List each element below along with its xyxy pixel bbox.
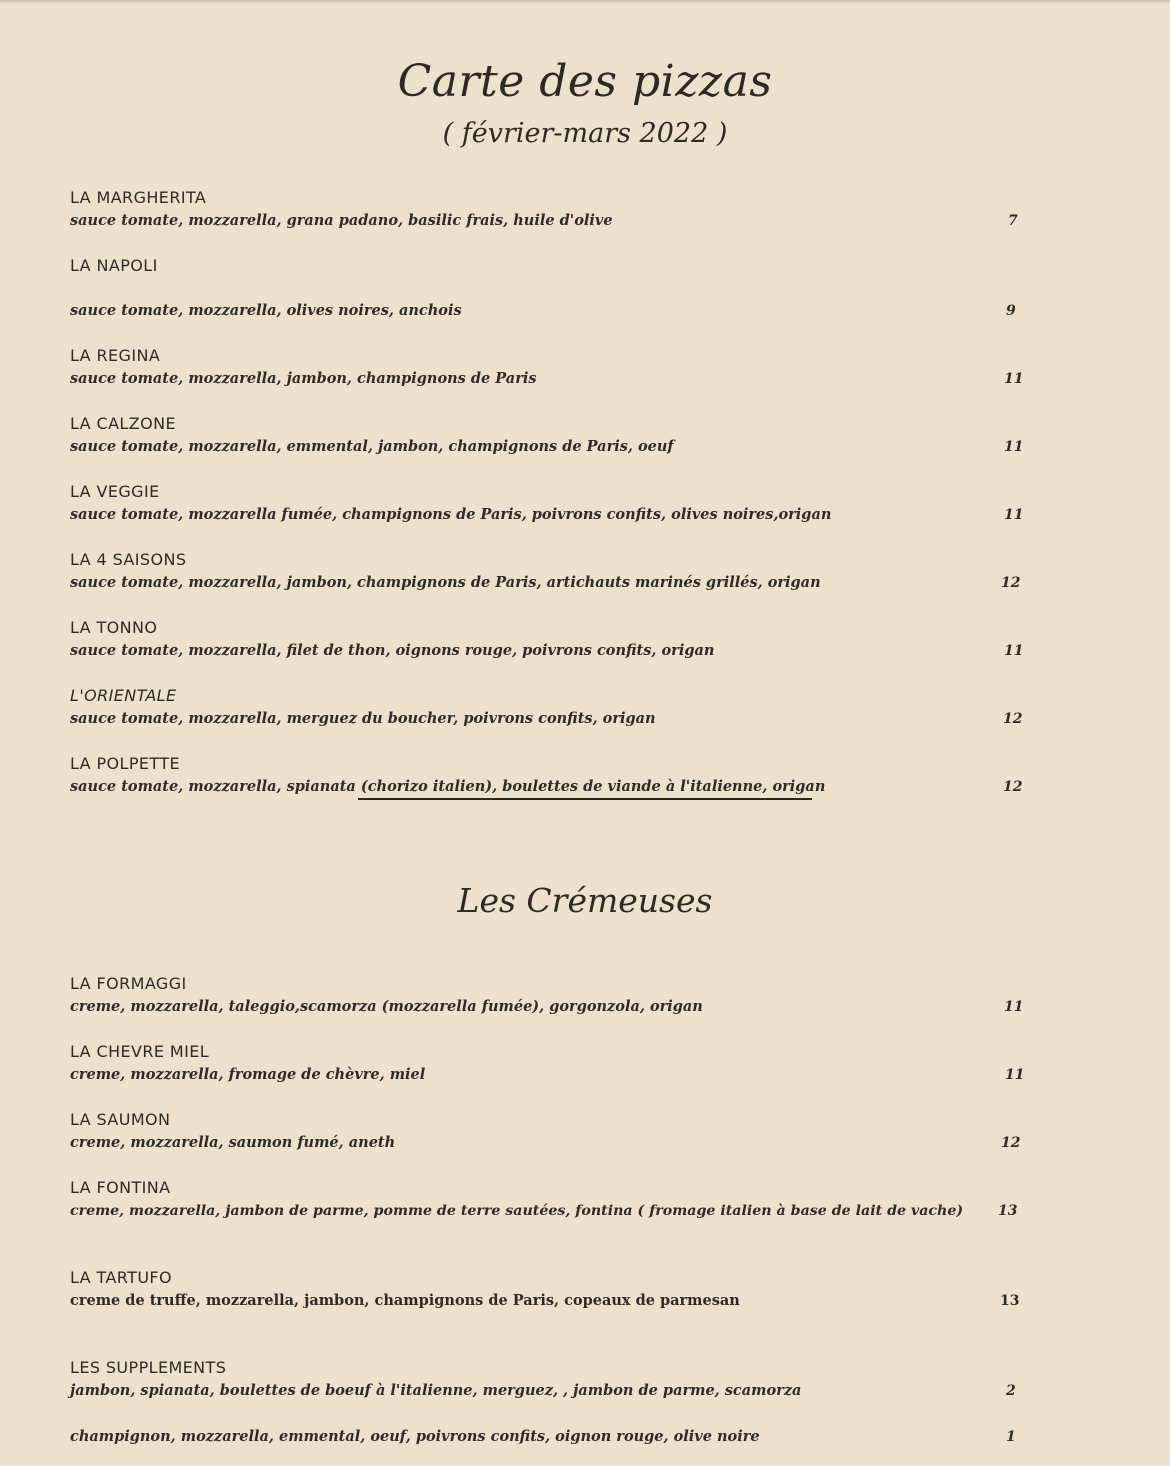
- item-name: LA NAPOLI: [70, 256, 158, 275]
- item-description: sauce tomate, mozzarella, jambon, champignons de Paris: [70, 370, 537, 387]
- item-description: sauce tomate, mozzarella, olives noires, anchois: [70, 302, 462, 319]
- item-price: 11: [1004, 507, 1024, 523]
- item-price: 11: [1004, 439, 1024, 455]
- item-name: LA SAUMON: [70, 1110, 171, 1129]
- item-name: LA REGINA: [70, 346, 161, 365]
- item-price: 13: [1000, 1293, 1020, 1309]
- item-price: 11: [1005, 1067, 1025, 1083]
- item-description: creme, mozzarella, saumon fumé, aneth: [70, 1134, 396, 1151]
- item-price: 11: [1004, 999, 1024, 1015]
- section-title-cremeuses: Les Crémeuses: [457, 881, 713, 920]
- item-name: LA FONTINA: [70, 1178, 171, 1197]
- item-name: LA FORMAGGI: [70, 974, 187, 993]
- item-description: creme, mozzarella, taleggio,scamorza (mozzarella fumée), gorgonzola, origan: [70, 998, 703, 1015]
- item-description: sauce tomate, mozzarella fumée, champignons de Paris, poivrons confits, olives noires,origan: [70, 506, 832, 523]
- item-description: sauce tomate, mozzarella, spianata (chorizo italien), boulettes de viande à l'italienne, origan: [70, 778, 826, 795]
- item-name: LA TONNO: [70, 618, 158, 637]
- item-price: 11: [1004, 371, 1024, 387]
- item-price: 7: [1008, 213, 1018, 229]
- item-price: 11: [1004, 643, 1024, 659]
- item-description: creme, mozzarella, jambon de parme, pomme de terre sautées, fontina ( fromage italien à base de lait de vache): [70, 1203, 964, 1219]
- underline-rule: [358, 798, 812, 800]
- item-price: 13: [998, 1203, 1018, 1219]
- item-description: sauce tomate, mozzarella, filet de thon, oignons rouge, poivrons confits, origan: [70, 642, 715, 659]
- item-price: 12: [1003, 711, 1023, 727]
- supplement-line-price: 1: [1006, 1429, 1016, 1445]
- item-name: LA CHEVRE MIEL: [70, 1042, 210, 1061]
- supplement-line-description: jambon, spianata, boulettes de boeuf à l'italienne, merguez, , jambon de parme, scamorza: [70, 1382, 802, 1399]
- item-price: 12: [1003, 779, 1023, 795]
- item-price: 12: [1001, 575, 1021, 591]
- item-price: 9: [1006, 303, 1016, 319]
- item-name: LA VEGGIE: [70, 482, 160, 501]
- item-description: creme de truffe, mozzarella, jambon, champignons de Paris, copeaux de parmesan: [70, 1292, 740, 1309]
- supplement-line-price: 2: [1006, 1383, 1016, 1399]
- item-description: sauce tomate, mozzarella, jambon, champignons de Paris, artichauts marinés grillés, origan: [70, 574, 821, 591]
- item-name: LA CALZONE: [70, 414, 176, 433]
- page-top-shadow: [0, 0, 1170, 4]
- supplements-title: LES SUPPLEMENTS: [70, 1358, 227, 1377]
- item-name: LA POLPETTE: [70, 754, 181, 773]
- item-price: 12: [1001, 1135, 1021, 1151]
- page-subtitle: ( février-mars 2022 ): [442, 118, 728, 149]
- item-name: LA 4 SAISONS: [70, 550, 187, 569]
- item-name: L'ORIENTALE: [70, 686, 177, 705]
- page-title: Carte des pizzas: [397, 56, 773, 107]
- supplement-line-description: champignon, mozzarella, emmental, oeuf, poivrons confits, oignon rouge, olive noire: [70, 1428, 760, 1445]
- item-name: LA MARGHERITA: [70, 188, 207, 207]
- item-description: creme, mozzarella, fromage de chèvre, miel: [70, 1066, 426, 1083]
- item-description: sauce tomate, mozzarella, emmental, jambon, champignons de Paris, oeuf: [70, 438, 674, 455]
- item-description: sauce tomate, mozzarella, grana padano, basilic frais, huile d'olive: [70, 212, 613, 229]
- item-name: LA TARTUFO: [70, 1268, 173, 1287]
- item-description: sauce tomate, mozzarella, merguez du boucher, poivrons confits, origan: [70, 710, 656, 727]
